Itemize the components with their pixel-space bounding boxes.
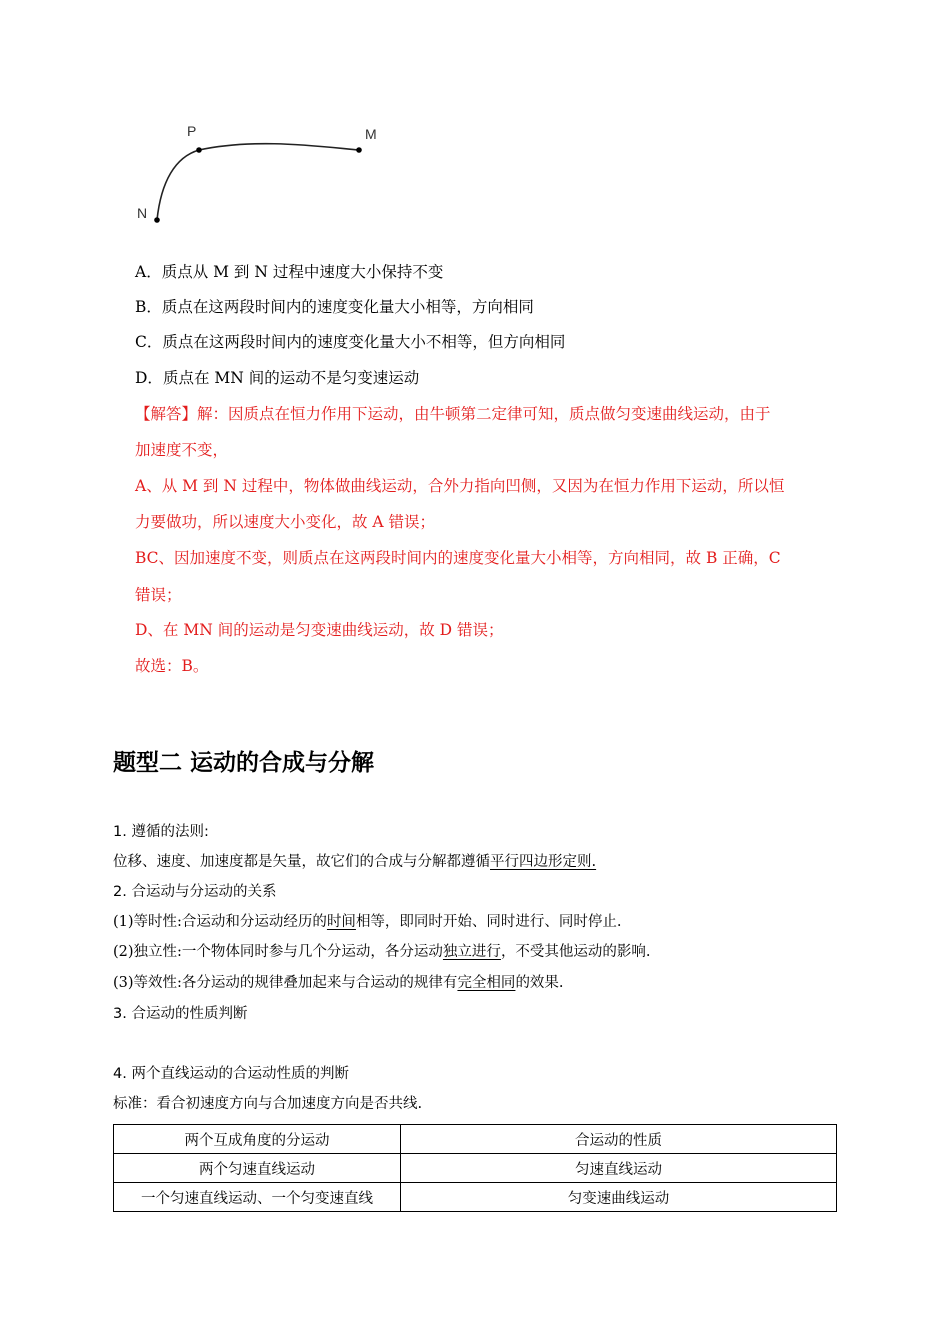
- item1-text-pre: 位移、速度、加速度都是矢量，故它们的合成与分解都遵循: [113, 854, 490, 870]
- item2-p2-underlined: 独立进行: [442, 944, 501, 960]
- answer-line-1: [135, 404, 771, 424]
- option-c-text: 质点在这两段时间内的速度变化量大小不相等，但方向相同: [162, 333, 566, 351]
- option-b: [135, 297, 534, 317]
- item4-standard: 标准：看合初速度方向与合加速度方向是否共线.: [113, 1096, 423, 1112]
- section-title: 题型二 运动的合成与分解: [113, 750, 375, 776]
- item2-p2-pre: (2)独立性:一个物体同时参与几个分运动，各分运动: [113, 944, 443, 960]
- option-a: [135, 262, 443, 282]
- option-b-text: 质点在这两段时间内的速度变化量大小相等，方向相同: [161, 298, 534, 316]
- answer-line-3: A、从 M 到 N 过程中，物体做曲线运动，合外力指向凹侧，又因为在恒力作用下运动，所以恒: [135, 477, 785, 495]
- item2-title: 2. 合运动与分运动的关系: [113, 884, 277, 900]
- motion-nature-table: [113, 1124, 837, 1212]
- item2-p1: [113, 912, 622, 932]
- option-c: [135, 332, 565, 352]
- answer-line-6: 错误；: [135, 586, 182, 604]
- option-d: [135, 368, 419, 388]
- answer-label: 【解答】: [135, 405, 198, 423]
- answer-line-4: 力要做功，所以速度大小变化，故 A 错误；: [135, 513, 436, 531]
- table-cell: 两个匀速直线运动: [114, 1154, 401, 1183]
- trajectory-figure: [125, 112, 395, 232]
- item1-text: [113, 852, 596, 872]
- table-header-row: [114, 1125, 837, 1154]
- item2-p3-pre: (3)等效性:各分运动的规律叠加起来与合运动的规律有: [113, 975, 458, 991]
- item2-p2-post: ，不受其他运动的影响.: [500, 944, 651, 960]
- option-a-text: 质点从 M 到 N 过程中速度大小保持不变: [161, 263, 444, 281]
- answer-line-8: 故选：B。: [135, 657, 209, 675]
- option-d-letter: D．: [135, 369, 163, 387]
- option-a-letter: A．: [135, 263, 162, 281]
- point-m: [356, 147, 362, 153]
- item2-p3-post: 的效果.: [515, 975, 564, 991]
- item2-p1-post: 相等，即同时开始、同时进行、同时停止.: [355, 914, 622, 930]
- item2-p2: [113, 942, 651, 962]
- label-m: M: [365, 126, 377, 142]
- table-cell: 匀变速曲线运动: [401, 1183, 837, 1212]
- point-p: [196, 147, 202, 153]
- table-cell: 匀速直线运动: [401, 1154, 837, 1183]
- trajectory-curve: [157, 144, 359, 220]
- option-d-text: 质点在 MN 间的运动不是匀变速运动: [162, 369, 420, 387]
- answer-line-1-text: 解：因质点在恒力作用下运动，由牛顿第二定律可知，质点做匀变速曲线运动，由于: [197, 405, 771, 423]
- table-cell: 一个匀速直线运动、一个匀变速直线: [114, 1183, 401, 1212]
- item1-text-underlined: 平行四边形定则.: [490, 854, 597, 870]
- answer-line-5: BC、因加速度不变，则质点在这两段时间内的速度变化量大小相等，方向相同，故 B 正确，C: [135, 549, 781, 567]
- option-b-letter: B．: [135, 298, 162, 316]
- label-n: N: [137, 205, 148, 221]
- point-n: [154, 217, 160, 223]
- item4-title: 4. 两个直线运动的合运动性质的判断: [113, 1066, 349, 1082]
- table-header-cell: 合运动的性质: [401, 1125, 837, 1154]
- answer-line-2: 加速度不变，: [135, 441, 229, 459]
- table-row: [114, 1154, 837, 1183]
- item3-title: 3. 合运动的性质判断: [113, 1006, 248, 1022]
- table-row: [114, 1183, 837, 1212]
- item2-p1-underlined: 时间: [326, 914, 356, 930]
- option-c-letter: C．: [135, 333, 163, 351]
- item2-p3: [113, 973, 564, 993]
- label-p: P: [187, 123, 197, 139]
- table-header-cell: 两个互成角度的分运动: [114, 1125, 401, 1154]
- item2-p3-underlined: 完全相同: [457, 975, 516, 991]
- answer-line-7: D、在 MN 间的运动是匀变速曲线运动，故 D 错误；: [135, 621, 504, 639]
- item1-title: 1. 遵循的法则:: [113, 824, 209, 840]
- item2-p1-pre: (1)等时性:合运动和分运动经历的: [113, 914, 327, 930]
